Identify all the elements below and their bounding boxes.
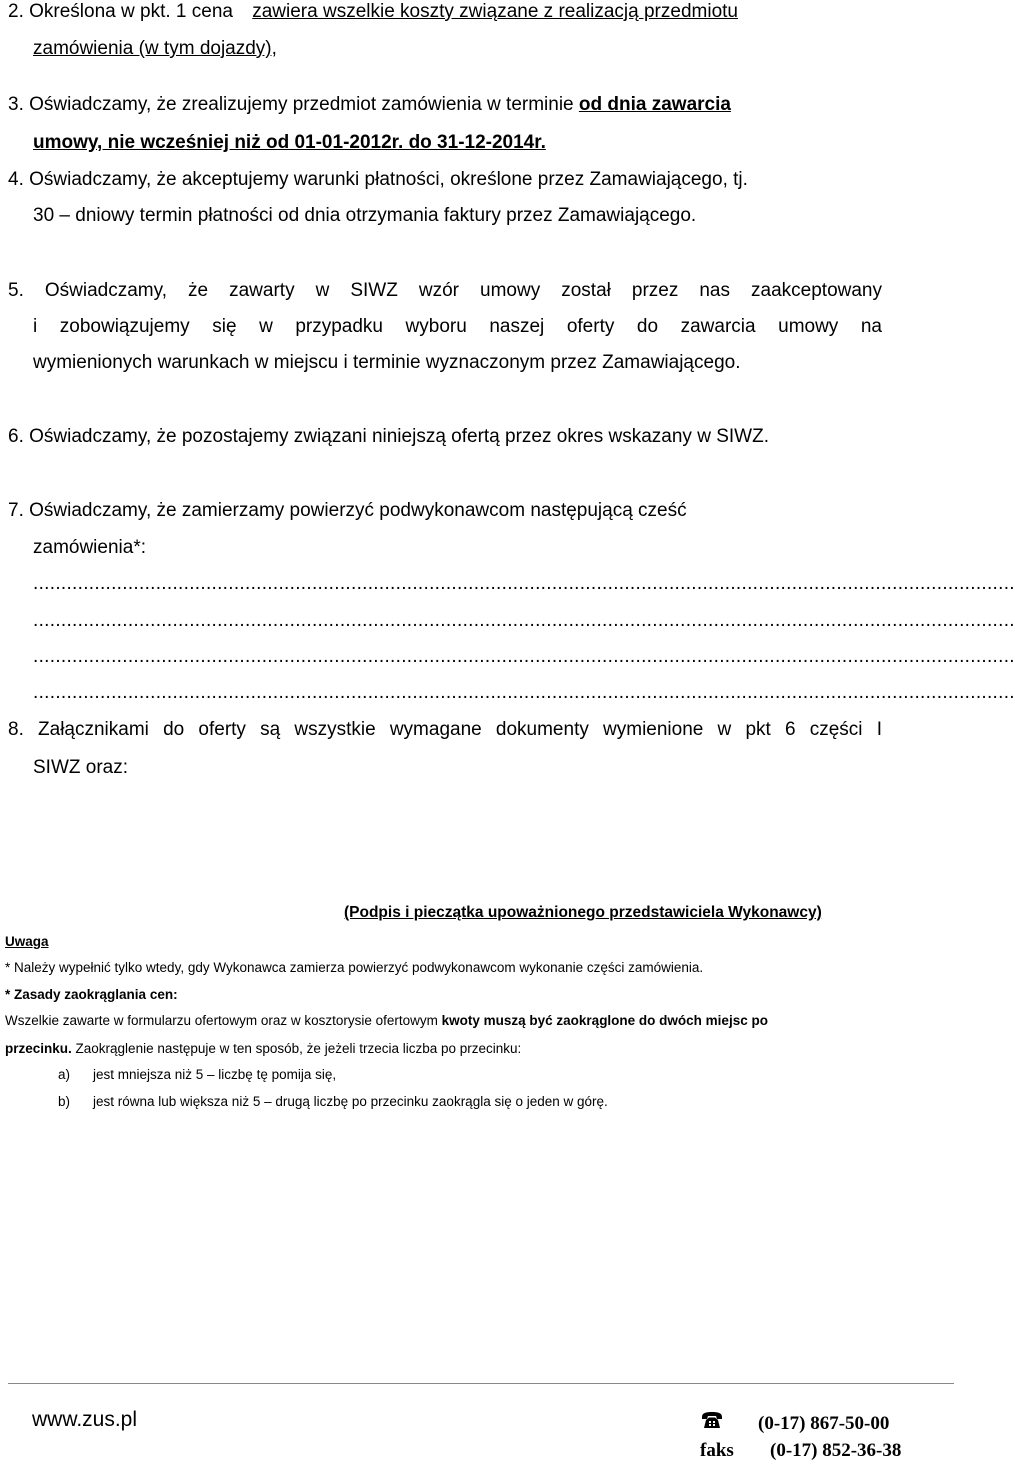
signature-caption: (Podpis i pieczątka upoważnionego przedstawiciela Wykonawcy) (344, 904, 822, 921)
p5-line-2: i zobowiązujemy się w przypadku wyboru naszej oferty do zawarcia umowy na (33, 316, 882, 337)
dotted-line-1: ................................................................................................................................................................................ (33, 573, 1015, 594)
p3-text-b: od dnia zawarcia (578, 94, 731, 115)
p2-line-2: zamówienia (w tym dojazdy), (33, 38, 277, 59)
telephone-icon (700, 1410, 758, 1438)
rule-a-text: jest mniejsza niż 5 – liczbę tę pomija się, (93, 1067, 337, 1082)
footer-contact (700, 1410, 901, 1464)
dotted-line-2: ................................................................................................................................................................................ (33, 610, 1015, 631)
notes-heading: Uwaga (5, 934, 49, 949)
note-subcontractors: * Należy wypełnić tylko wtedy, gdy Wykonawca zamierza powierzyć podwykonawcom wykonanie części zamówienia. (5, 960, 704, 975)
p4-line-2: 30 – dniowy termin płatności od dnia otrzymania faktury przez Zamawiającego. (33, 205, 697, 226)
fax-number: (0-17) 852-36-38 (770, 1440, 902, 1461)
dotted-line-3: ................................................................................................................................................................................ (33, 646, 1015, 667)
rounding-text-c: przecinku. (5, 1041, 72, 1056)
p3-line-2: umowy, nie wcześniej niż od 01-01-2012r. do 31-12-2014r. (33, 132, 546, 153)
rule-b-text: jest równa lub większa niż 5 – drugą liczbę po przecinku zaokrągla się o jeden w górę. (93, 1094, 608, 1109)
p3-text-a: 3. Oświadczamy, że zrealizujemy przedmiot zamówienia w terminie (8, 94, 579, 115)
rounding-text-d: Zaokrąglenie następuje w ten sposób, że jeżeli trzecia liczba po przecinku: (71, 1041, 522, 1056)
dotted-line-4: ................................................................................................................................................................................ (33, 682, 1015, 703)
fax-label: faks (700, 1440, 734, 1461)
p8-line-1: 8. Załącznikami do oferty są wszystkie wymagane dokumenty wymienione w pkt 6 części I (8, 719, 882, 740)
p2-text-b: zawiera wszelkie koszty związane z realizacją przedmiotu (252, 1, 738, 22)
rule-b-label: b) (58, 1094, 71, 1109)
phone-row (700, 1410, 901, 1438)
p2-line-1 (8, 0, 738, 24)
rounding-text-b: kwoty muszą być zaokrąglone do dwóch miejsc po (441, 1013, 768, 1028)
p8-line-2: SIWZ oraz: (33, 757, 129, 778)
p7-line-1: 7. Oświadczamy, że zamierzamy powierzyć podwykonawcom następującą cześć (8, 500, 687, 521)
p3-line-1 (8, 93, 731, 117)
rounding-text-a: Wszelkie zawarte w formularzu ofertowym oraz w kosztorysie ofertowym (5, 1013, 442, 1028)
p5-line-3: wymienionych warunkach w miejscu i terminie wyznaczonym przez Zamawiającego. (33, 352, 741, 373)
rounding-heading: * Zasady zaokrąglania cen: (5, 987, 178, 1002)
p5-line-1: 5. Oświadczamy, że zawarty w SIWZ wzór umowy został przez nas zaakceptowany (8, 280, 882, 301)
phone-number: (0-17) 867-50-00 (758, 1413, 890, 1434)
fax-row (700, 1438, 901, 1464)
p4-line-1: 4. Oświadczamy, że akceptujemy warunki płatności, określone przez Zamawiającego, tj. (8, 169, 748, 190)
rule-a-label: a) (58, 1067, 71, 1082)
rounding-line-2 (5, 1040, 521, 1058)
p2-text-a: 2. Określona w pkt. 1 cena (8, 1, 233, 22)
footer-website: www.zus.pl (32, 1408, 138, 1431)
footer-divider (8, 1383, 954, 1384)
rounding-line-1 (5, 1012, 768, 1030)
p6-line-1: 6. Oświadczamy, że pozostajemy związani niniejszą ofertą przez okres wskazany w SIWZ. (8, 426, 769, 447)
p7-line-2: zamówienia*: (33, 537, 146, 558)
